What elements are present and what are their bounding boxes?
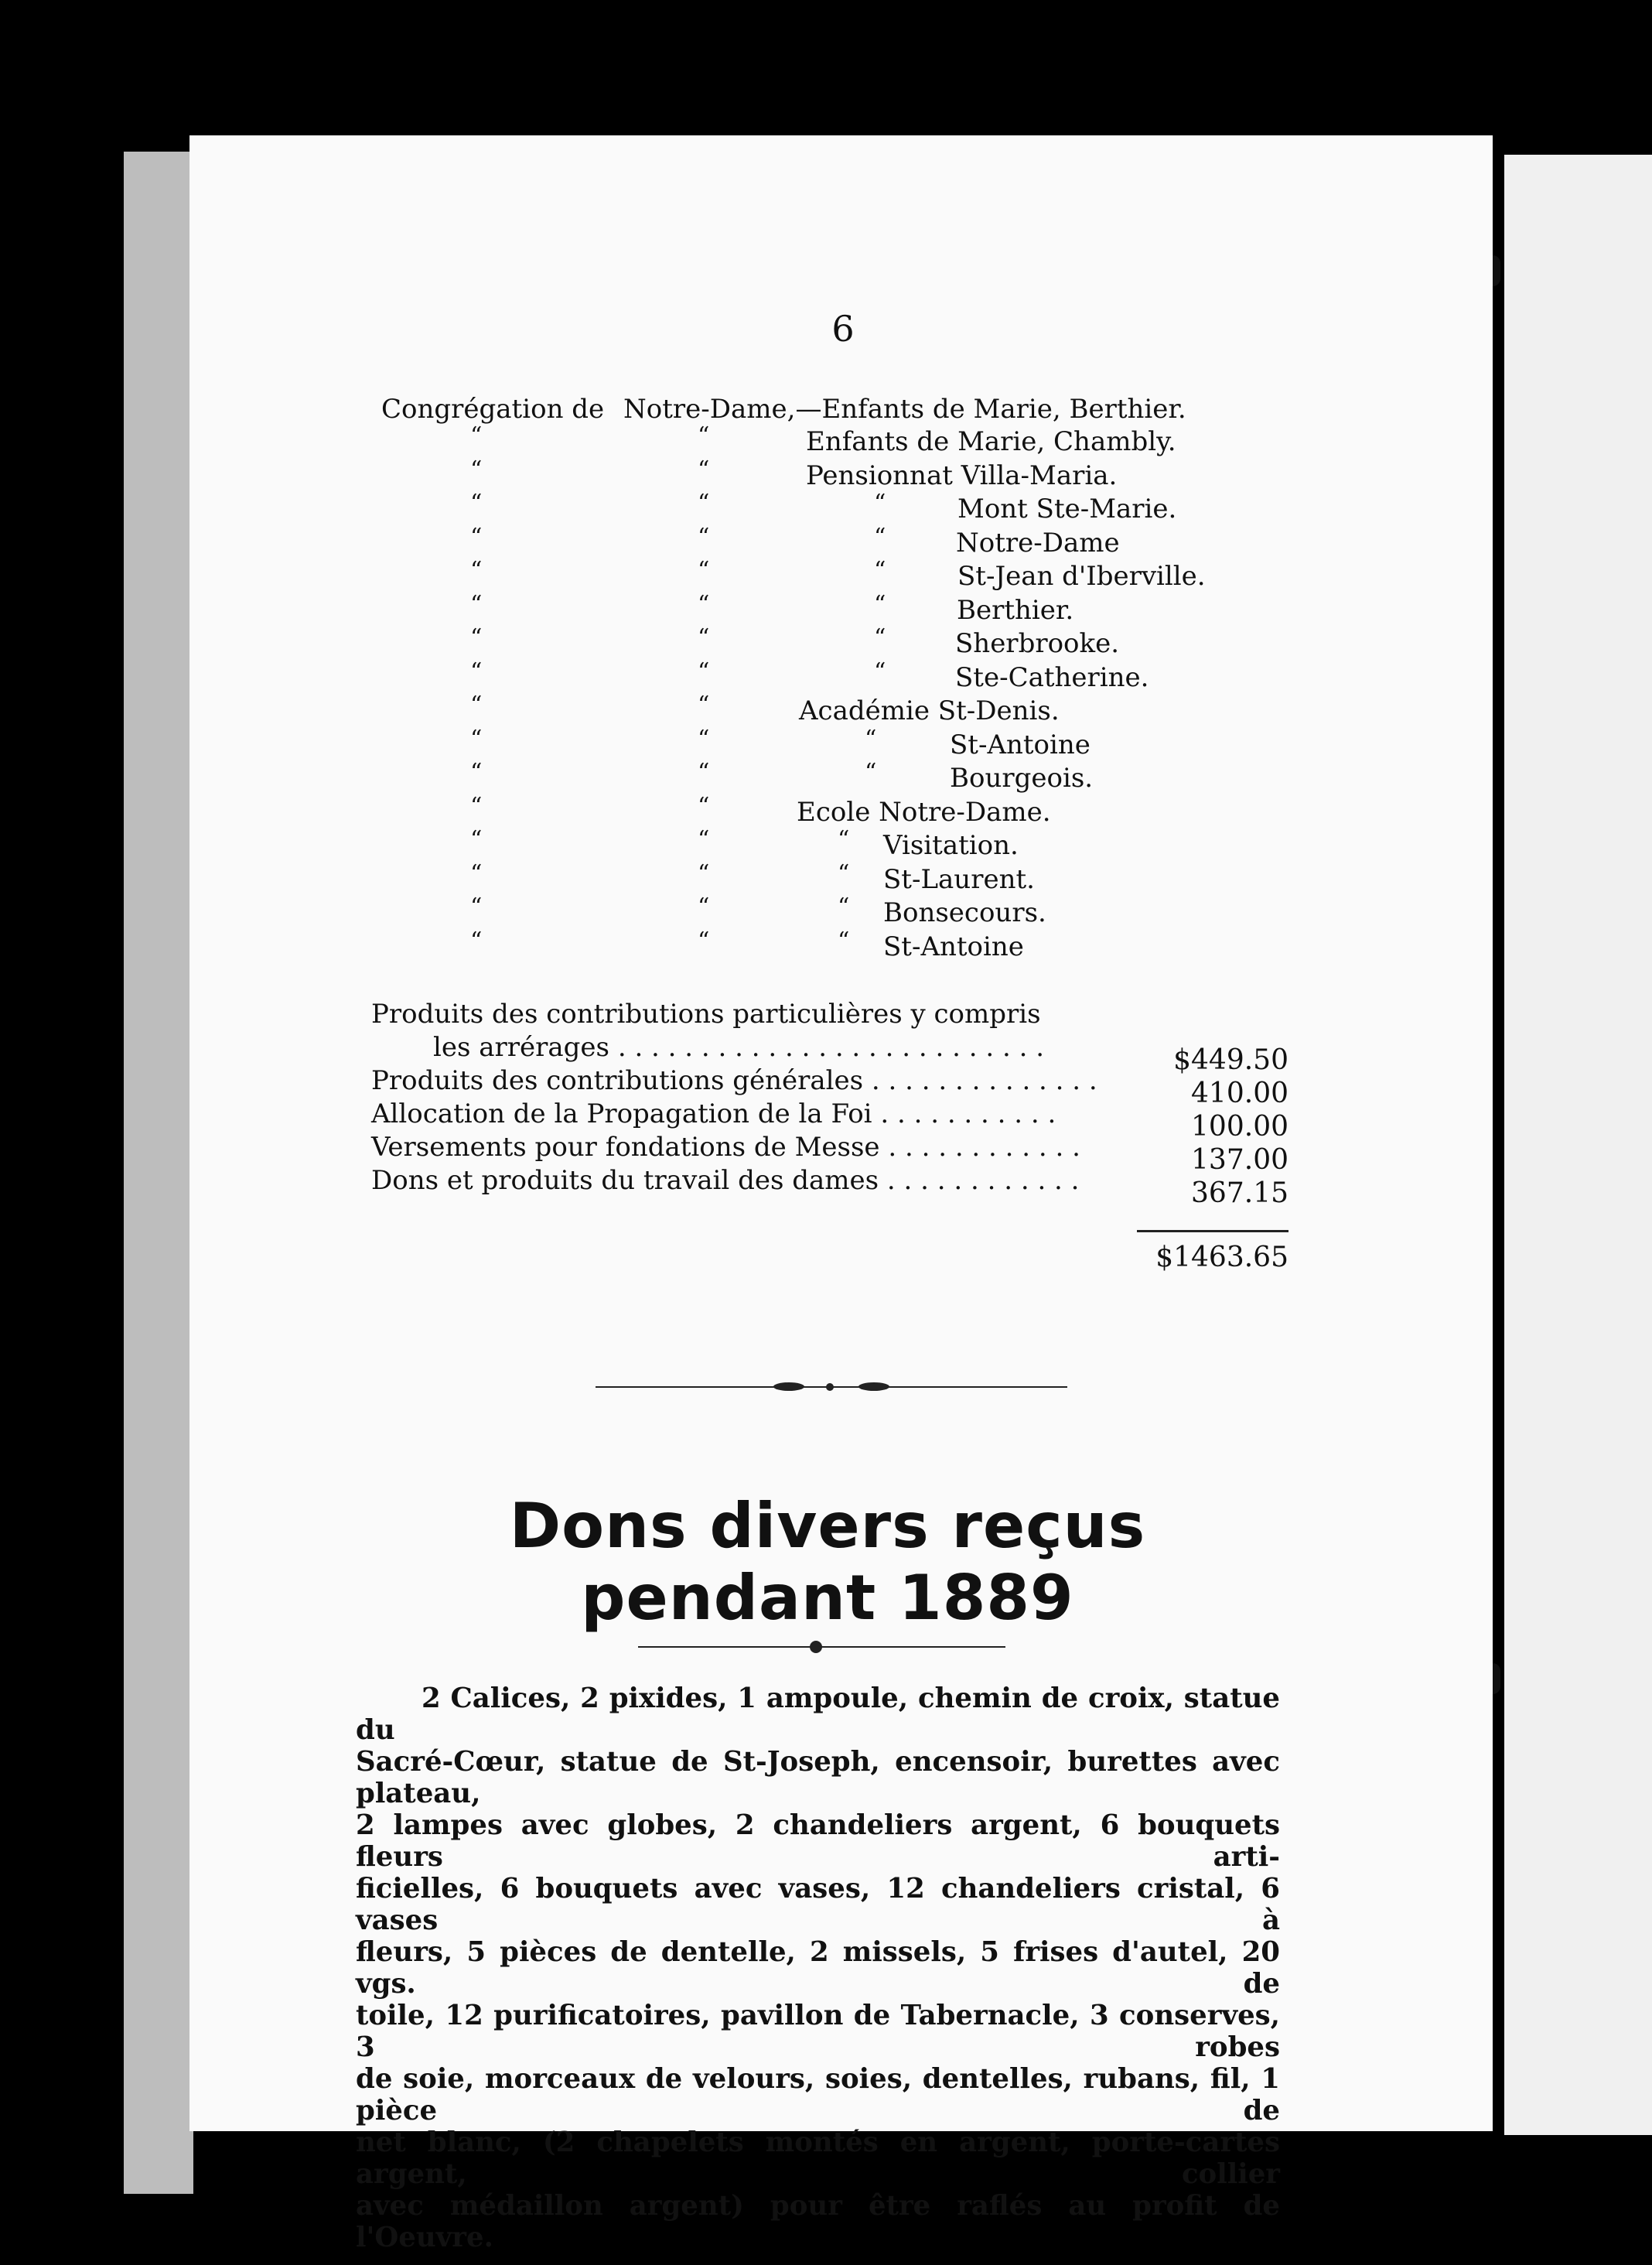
account-amount: 100.00 — [1191, 1111, 1288, 1143]
list-item: Ecole Notre-Dame. — [797, 796, 1051, 828]
list-item: St-Antoine — [950, 729, 1091, 760]
account-amount: $449.50 — [1173, 1044, 1288, 1076]
list-item: Berthier. — [957, 594, 1074, 626]
ornament-dot — [773, 1382, 804, 1391]
ditto-mark: “ — [470, 624, 483, 651]
ditto-mark: “ — [470, 557, 483, 584]
ditto-mark: “ — [838, 927, 850, 955]
section-heading: Dons divers reçus pendant 1889 — [509, 1490, 1146, 1634]
total-amount: $1463.65 — [1155, 1242, 1288, 1273]
account-label: Produits des contributions générales . . . . . . . . . . . . . . — [371, 1065, 1097, 1096]
ditto-mark: “ — [874, 624, 886, 651]
account-label: les arrérages . . . . . . . . . . . . . . . . . . . . . . . . . . — [433, 1032, 1045, 1063]
list-item: St-Laurent. — [883, 863, 1035, 895]
list-item: St-Jean d'Iberville. — [957, 561, 1206, 592]
ditto-mark: “ — [874, 523, 886, 551]
ditto-mark: “ — [865, 759, 877, 786]
ditto-mark: “ — [698, 893, 710, 921]
list-item: St-Antoine — [883, 931, 1024, 962]
account-label: Produits des contributions particulières y compris — [371, 999, 1041, 1030]
ditto-mark: “ — [470, 893, 483, 921]
ditto-mark: “ — [874, 658, 886, 685]
ditto-mark: “ — [470, 422, 483, 449]
paragraph-line: ficielles, 6 bouquets avec vases, 12 chandeliers cristal, 6 vases à — [356, 1873, 1280, 1936]
paragraph-line: toile, 12 purificatoires, pavillon de Tabernacle, 3 conserves, 3 robes — [356, 2000, 1280, 2063]
list-item: Pensionnat Villa-Maria. — [806, 459, 1118, 491]
ditto-mark: “ — [698, 456, 710, 483]
paragraph-line: de soie, morceaux de velours, soies, dentelles, rubans, fil, 1 pièce de — [356, 2063, 1280, 2127]
ditto-mark: “ — [470, 859, 483, 887]
ditto-mark: “ — [874, 490, 886, 517]
ditto-mark: “ — [698, 859, 710, 887]
ditto-mark: “ — [698, 523, 710, 551]
ditto-mark: “ — [470, 759, 483, 786]
paragraph-line: fleurs, 5 pièces de dentelle, 2 missels, 5 frises d'autel, 20 vgs. de — [356, 1936, 1280, 2000]
ditto-mark: “ — [470, 490, 483, 517]
ditto-mark: “ — [698, 557, 710, 584]
ornament-dot — [810, 1641, 822, 1653]
ornament-dot — [858, 1382, 889, 1391]
paragraph-line: net blanc, (2 chapelets montés en argent, porte-cartes argent, collier — [356, 2127, 1280, 2190]
ditto-mark: “ — [698, 422, 710, 449]
account-amount: 410.00 — [1191, 1078, 1288, 1109]
ditto-mark: “ — [698, 927, 710, 955]
ditto-mark: “ — [698, 725, 710, 753]
ditto-mark: “ — [698, 826, 710, 853]
ditto-mark: “ — [838, 859, 850, 887]
list-header-col1: Congrégation de — [381, 394, 605, 425]
ditto-mark: “ — [874, 590, 886, 618]
list-item: Mont Ste-Marie. — [957, 494, 1177, 524]
list-item: Sherbrooke. — [955, 628, 1120, 659]
list-item: Ste-Catherine. — [955, 661, 1149, 693]
ditto-mark: “ — [698, 490, 710, 517]
ditto-mark: “ — [865, 725, 877, 753]
total-rule — [1137, 1230, 1288, 1232]
ditto-mark: “ — [470, 590, 483, 618]
ornament-dot — [826, 1383, 834, 1391]
ditto-mark: “ — [874, 557, 886, 584]
list-item: Académie St-Denis. — [799, 695, 1060, 726]
left-page-edge — [124, 152, 193, 2194]
ditto-mark: “ — [470, 523, 483, 551]
ditto-mark: “ — [838, 893, 850, 921]
account-amount: 137.00 — [1191, 1144, 1288, 1176]
ditto-mark: “ — [698, 658, 710, 685]
paragraph-line: Sacré-Cœur, statue de St-Joseph, encensoir, burettes avec plateau, — [356, 1746, 1280, 1809]
ditto-mark: “ — [470, 692, 483, 719]
paragraph-line: 2 Calices, 2 pixides, 1 ampoule, chemin de croix, statue du — [356, 1683, 1280, 1746]
ditto-mark: “ — [470, 927, 483, 955]
list-item: Bourgeois. — [950, 763, 1094, 794]
list-item: Notre-Dame — [956, 527, 1120, 559]
ditto-mark: “ — [470, 826, 483, 853]
ditto-mark: “ — [698, 624, 710, 651]
list-item: Bonsecours. — [883, 897, 1046, 928]
ditto-mark: “ — [698, 692, 710, 719]
list-item: Visitation. — [883, 830, 1019, 861]
list-header-col2: Notre-Dame,—Enfants de Marie, Berthier. — [623, 394, 1186, 425]
list-item: Enfants de Marie, Chambly. — [806, 426, 1176, 457]
ditto-mark: “ — [470, 456, 483, 483]
donations-paragraph — [356, 1683, 1280, 2253]
page-number: 6 — [831, 308, 855, 350]
paragraph-line: 2 lampes avec globes, 2 chandeliers argent, 6 bouquets fleurs arti- — [356, 1809, 1280, 1873]
paragraph-line: avec médaillon argent) pour être raflés au profit de l'Oeuvre. — [356, 2190, 1280, 2253]
ditto-mark: “ — [698, 792, 710, 820]
account-amount: 367.15 — [1191, 1177, 1288, 1209]
account-label: Allocation de la Propagation de la Foi . . . . . . . . . . . — [371, 1098, 1056, 1129]
ditto-mark: “ — [698, 590, 710, 618]
adjacent-page — [1504, 155, 1652, 2135]
ditto-mark: “ — [470, 658, 483, 685]
account-label: Dons et produits du travail des dames . . . . . . . . . . . . — [371, 1165, 1080, 1196]
ditto-mark: “ — [470, 792, 483, 820]
ditto-mark: “ — [698, 759, 710, 786]
ditto-mark: “ — [838, 826, 850, 853]
ditto-mark: “ — [470, 725, 483, 753]
account-label: Versements pour fondations de Messe . . . . . . . . . . . . — [371, 1132, 1080, 1163]
